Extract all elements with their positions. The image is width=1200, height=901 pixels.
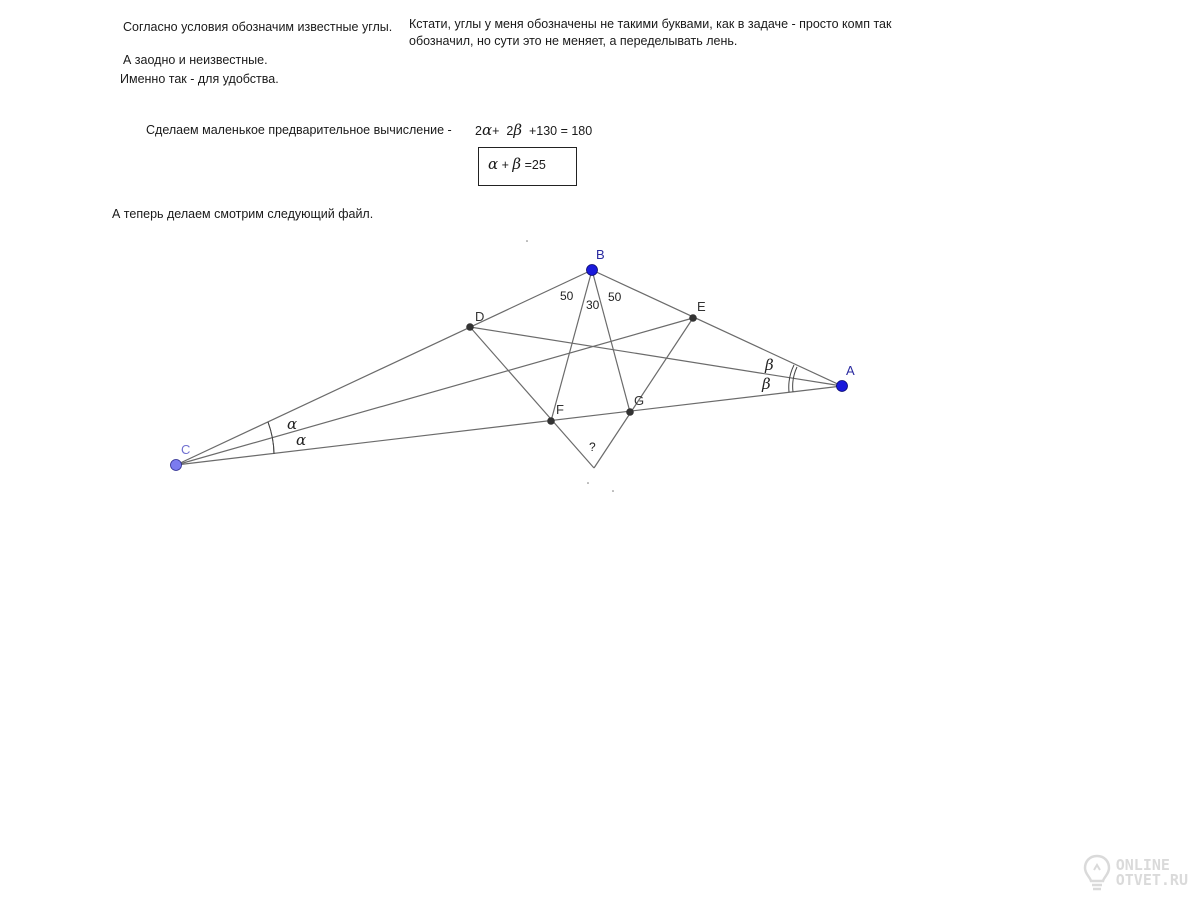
stray-dot xyxy=(612,490,614,492)
calc-intro: Сделаем маленькое предварительное вычисление - xyxy=(146,123,452,137)
stray-dot xyxy=(526,240,528,242)
diagram-lines xyxy=(176,270,842,468)
result-value: =25 xyxy=(524,158,546,172)
equation-coef-beta: 2 xyxy=(506,124,514,138)
equation-alpha-symbol: α xyxy=(481,121,493,139)
note-unknown-angles: А заодно и неизвестные. xyxy=(123,53,268,67)
segment-CA xyxy=(176,386,842,465)
result-alpha-symbol: α xyxy=(488,155,499,173)
watermark xyxy=(1082,853,1188,893)
equation-rest: +130 = 180 xyxy=(528,124,593,138)
angle-label-50-right: 50 xyxy=(608,290,622,304)
point-F-marker xyxy=(547,417,555,425)
label-G: G xyxy=(634,393,645,408)
next-file-note: А теперь делаем смотрим следующий файл. xyxy=(112,207,374,221)
point-E-marker xyxy=(689,314,697,322)
segment-BA xyxy=(592,270,842,386)
label-C: C xyxy=(181,442,191,457)
note-known-angles: Согласно условия обозначим известные углы. xyxy=(123,20,393,34)
label-E: E xyxy=(697,299,706,314)
watermark-line-2: OTVET.RU xyxy=(1115,871,1188,889)
point-B-marker xyxy=(587,265,598,276)
segment-D-bottom xyxy=(470,327,594,468)
angle-label-50-left: 50 xyxy=(560,289,574,303)
point-D-marker xyxy=(466,323,474,331)
equation-coef-alpha: 2 xyxy=(475,124,482,138)
label-B: B xyxy=(596,247,605,262)
angle-label-unknown: ? xyxy=(589,440,596,454)
label-F: F xyxy=(556,402,564,417)
alpha-label-lower: α xyxy=(296,431,307,449)
label-D: D xyxy=(475,309,485,324)
watermark-text xyxy=(1116,858,1188,888)
equation-plus: + xyxy=(492,124,500,138)
equation-beta-symbol: β xyxy=(513,121,522,139)
beta-label-upper: β xyxy=(765,356,774,374)
segment-CE xyxy=(176,318,693,465)
beta-label-lower: β xyxy=(762,375,771,393)
side-note-line-1: Кстати, углы у меня обозначены не такими буквами, как в задаче - просто комп так xyxy=(409,17,892,31)
alpha-label-upper: α xyxy=(287,415,298,433)
angle-label-30: 30 xyxy=(586,298,600,312)
side-note-line-2: обозначил, но сути это не меняет, а переделывать лень. xyxy=(409,34,738,48)
result-beta-symbol: β xyxy=(512,155,522,173)
segment-CB xyxy=(176,270,592,465)
segment-DA xyxy=(470,327,842,386)
point-C-marker xyxy=(171,460,182,471)
watermark-line-1: ONLINE xyxy=(1115,856,1170,874)
lightbulb-icon xyxy=(1082,853,1112,893)
point-A-marker xyxy=(837,381,848,392)
result-plus: + xyxy=(501,158,509,172)
stray-dot xyxy=(587,482,589,484)
point-G-marker xyxy=(626,408,634,416)
note-convenience: Именно так - для удобства. xyxy=(120,72,279,86)
label-A: A xyxy=(846,363,855,378)
beta-arc-inner xyxy=(793,367,797,392)
